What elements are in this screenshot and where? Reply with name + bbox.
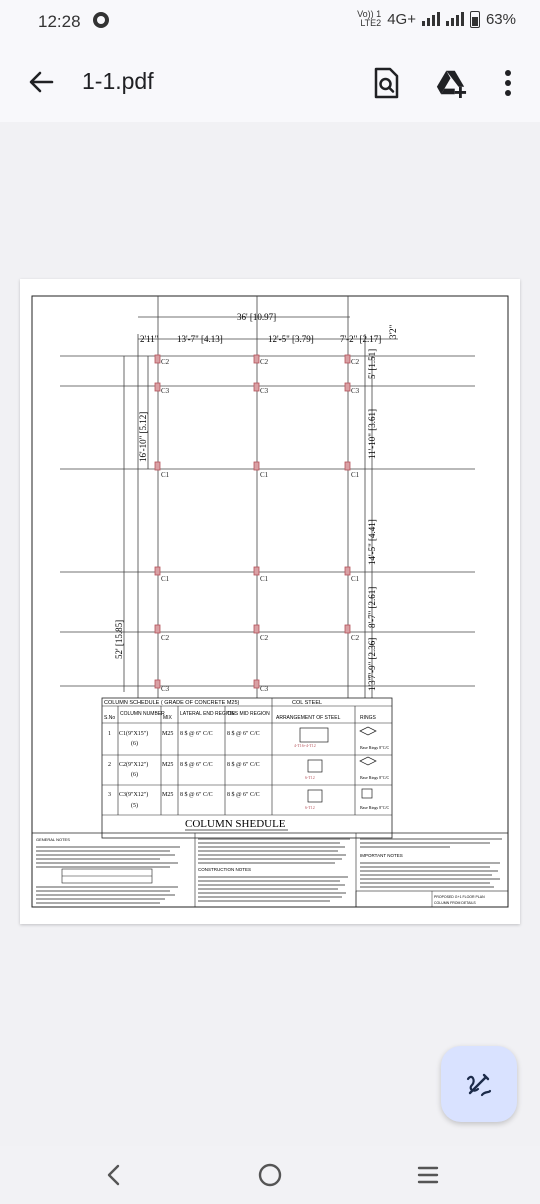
row-mix: M25 — [162, 792, 174, 798]
row-sno: 3 — [108, 792, 111, 798]
document-title: 1-1.pdf — [82, 68, 154, 94]
dim-span-1: 2'11" — [140, 334, 159, 344]
status-indicators — [357, 10, 516, 28]
title-block-drawing: COLUMN FROM DETAILS — [434, 901, 476, 905]
row-rings: Base Rings 8"C/C — [360, 775, 390, 780]
row-qty: (6) — [131, 741, 138, 747]
search-doc-icon[interactable] — [370, 66, 402, 100]
volte-icon: Vo)) 1 LTE2 — [357, 9, 382, 28]
dim-span-5: 3'2" — [388, 324, 398, 339]
notes-general-heading: GENERAL NOTES — [36, 837, 70, 842]
structural-drawing — [20, 279, 520, 924]
pdf-viewer[interactable] — [0, 122, 540, 1146]
col-label: C1 — [351, 575, 360, 583]
dim-span-3: 12'-5" [3.79] — [268, 334, 314, 344]
dim-right-1: 5' [1.51] — [367, 348, 377, 379]
nav-recents-icon[interactable] — [413, 1160, 443, 1190]
app-bar — [0, 44, 540, 123]
signal-icon — [422, 12, 440, 26]
row-sno: 1 — [108, 731, 111, 737]
col-label: C2 — [351, 358, 360, 366]
nav-back-icon[interactable] — [99, 1160, 129, 1190]
dim-right-4: 8'-7" [2.61] — [367, 586, 377, 628]
dim-right-6: 1'3" — [367, 676, 377, 691]
row-ties: 8 $ @ 6" C/C — [227, 731, 260, 737]
col-label: C3 — [161, 387, 170, 395]
signal-icon-2 — [446, 12, 464, 26]
col-label: C1 — [351, 471, 360, 479]
battery-percent: 63% — [485, 10, 516, 28]
col-label: C1 — [161, 575, 170, 583]
row-mix: M25 — [162, 762, 174, 768]
th-rings: RINGS — [360, 715, 376, 721]
nav-home-icon[interactable] — [255, 1160, 285, 1190]
row-ties: 8 $ @ 6" C/C — [227, 792, 260, 798]
schedule-header: COLUMN SCHEDULE ( GRADE OF CONCRETE M25) — [104, 700, 240, 706]
col-label: C3 — [351, 387, 360, 395]
pdf-page — [20, 279, 520, 924]
col-label: C3 — [161, 685, 170, 693]
dim-right-2: 11'-10" [3.61] — [367, 409, 377, 459]
dim-right-3: 14'-5" [4.41] — [367, 519, 377, 565]
drive-add-icon[interactable] — [435, 66, 467, 100]
column-schedule-table — [102, 698, 392, 838]
row-mix: M25 — [162, 731, 174, 737]
row-rings: Base Rings 8"C/C — [360, 805, 390, 810]
more-vert-icon[interactable] — [498, 66, 518, 100]
col-label: C2 — [351, 634, 360, 642]
row-sno: 2 — [108, 762, 111, 768]
network-type: 4G+ — [387, 10, 416, 28]
notes-important-heading: IMPORTANT NOTES — [360, 853, 403, 858]
row-qty: (5) — [131, 803, 138, 809]
row-qty: (6) — [131, 772, 138, 778]
th-arrangement: ARRANGEMENT OF STEEL — [276, 715, 341, 721]
col-label: C1 — [260, 575, 269, 583]
pen-edit-icon — [462, 1067, 496, 1101]
col-label: C2 — [161, 634, 170, 642]
annotate-fab[interactable] — [441, 1046, 517, 1122]
row-lateral: 8 $ @ 6" C/C — [180, 762, 213, 768]
th-lateral: LATERAL END REGION — [180, 711, 235, 717]
column-markers — [155, 355, 350, 688]
row-steel: 4-T16+4-T12 — [294, 743, 316, 748]
th-number: COLUMN NUMBER — [120, 711, 165, 717]
title-block-project: PROPOSED G+1 FLOOR PLAN — [434, 895, 485, 899]
col-label: C3 — [260, 685, 269, 693]
status-time: 12:28 — [38, 12, 81, 31]
th-mix: MIX — [163, 715, 172, 721]
system-nav-bar — [0, 1146, 540, 1204]
th-sno: S.No — [104, 715, 116, 721]
row-rings: Base Rings 8"C/C — [360, 745, 390, 750]
dim-overall-height: 52' [15.85] — [114, 619, 124, 659]
col-label: C2 — [161, 358, 170, 366]
row-col: C2(9"X12") — [119, 762, 149, 768]
dim-left-bay: 16'-10" [5.12] — [138, 411, 148, 462]
battery-icon — [470, 11, 480, 28]
row-steel: 6-T12 — [305, 805, 315, 810]
chat-bubble-icon — [93, 12, 109, 28]
col-label: C1 — [260, 471, 269, 479]
status-bar — [0, 0, 540, 44]
dim-overall-width: 36' [10.97] — [237, 312, 277, 322]
row-steel: 6-T12 — [305, 775, 315, 780]
row-lateral: 8 $ @ 6" C/C — [180, 792, 213, 798]
schedule-title: COLUMN SHEDULE — [185, 818, 286, 830]
col-label: C3 — [260, 387, 269, 395]
dim-span-2: 13'-7" [4.13] — [177, 334, 223, 344]
row-lateral: 8 $ @ 6" C/C — [180, 731, 213, 737]
row-col: C1(9"X15") — [119, 731, 149, 737]
notes-construction-heading: CONSTRUCTION NOTES — [198, 867, 252, 872]
dim-span-4: 7'-2" [2.17] — [340, 334, 382, 344]
row-col: C3(9"X12") — [119, 792, 149, 798]
back-arrow-icon[interactable] — [26, 67, 56, 97]
dim-right-5: 7'-9" [2.36] — [367, 637, 377, 679]
col-label: C1 — [161, 471, 170, 479]
col-label: C2 — [260, 358, 269, 366]
th-ties: TIES MID REGION — [227, 711, 270, 717]
schedule-header-right: COL STEEL — [292, 700, 323, 706]
row-ties: 8 $ @ 6" C/C — [227, 762, 260, 768]
col-label: C2 — [260, 634, 269, 642]
